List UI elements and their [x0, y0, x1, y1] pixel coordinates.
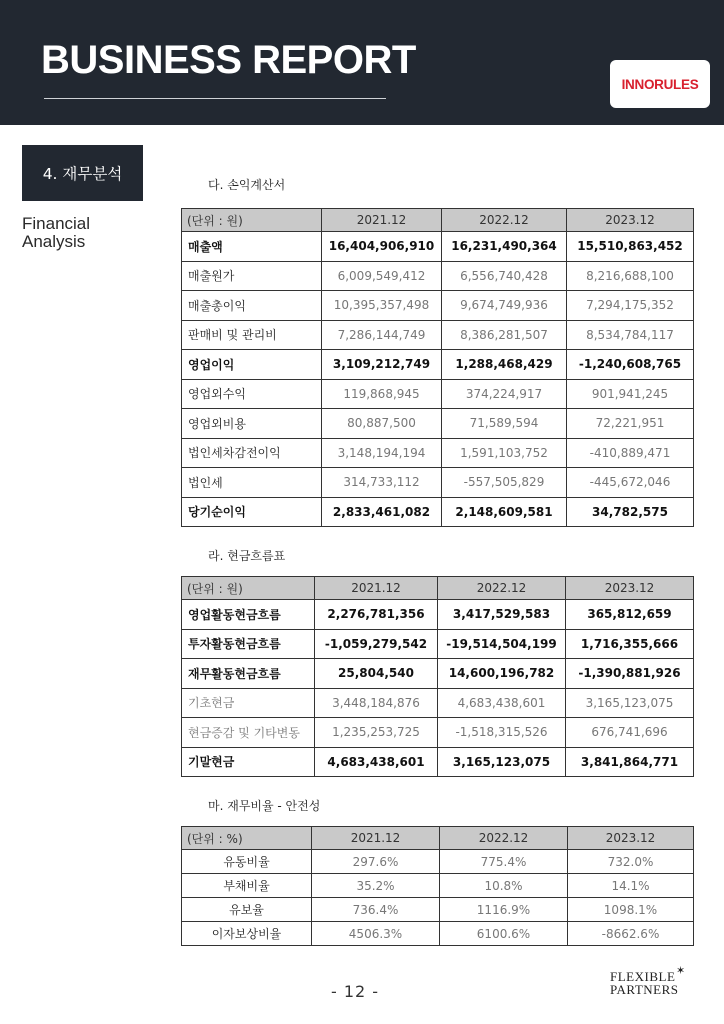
partner-logo-line2: PARTNERS [610, 982, 679, 997]
cashflow-statement-title: 라. 현금흐름표 [208, 549, 286, 563]
value-cell: 10.8% [440, 874, 568, 898]
table-row [182, 350, 694, 380]
unit-header-cell: (단위 : %) [182, 827, 312, 850]
year-header-cell: 2022.12 [440, 827, 568, 850]
value-cell: 8,386,281,507 [442, 320, 567, 350]
table-header-row [182, 209, 694, 232]
partner-logo [610, 970, 679, 996]
row-label: 기초현금 [182, 688, 315, 718]
table-row [182, 468, 694, 498]
row-label: 유보율 [182, 898, 312, 922]
row-label: 영업외비용 [182, 409, 322, 439]
value-cell: 4,683,438,601 [315, 747, 438, 777]
value-cell: 365,812,659 [566, 600, 694, 630]
value-cell: 4506.3% [312, 922, 440, 946]
financial-ratios-table [181, 826, 694, 946]
row-label: 매출총이익 [182, 291, 322, 321]
company-logo [610, 60, 710, 108]
section-subtitle-line1: Financial [22, 214, 91, 233]
value-cell: 2,148,609,581 [442, 497, 567, 527]
report-title: BUSINESS REPORT [41, 38, 416, 82]
value-cell: 4,683,438,601 [438, 688, 566, 718]
page-number: - 12 - [331, 982, 380, 1001]
income-statement-title: 다. 손익계산서 [208, 178, 286, 192]
value-cell: 15,510,863,452 [567, 232, 694, 262]
unit-header-cell: (단위 : 원) [182, 209, 322, 232]
table-row [182, 718, 694, 748]
value-cell: 8,216,688,100 [567, 261, 694, 291]
table-row [182, 850, 694, 874]
value-cell: 8,534,784,117 [567, 320, 694, 350]
income-statement-table [181, 208, 694, 527]
value-cell: -8662.6% [568, 922, 694, 946]
value-cell: 119,868,945 [322, 379, 442, 409]
value-cell: 16,404,906,910 [322, 232, 442, 262]
partner-logo-line1: FLEXIBLE [610, 969, 676, 984]
value-cell: 732.0% [568, 850, 694, 874]
value-cell: 297.6% [312, 850, 440, 874]
star-icon: ✶ [676, 964, 686, 977]
value-cell: 676,741,696 [566, 718, 694, 748]
row-label: 투자활동현금흐름 [182, 629, 315, 659]
company-logo-text: INNORULES [621, 76, 699, 92]
value-cell: 1,235,253,725 [315, 718, 438, 748]
table-row [182, 438, 694, 468]
table-row [182, 898, 694, 922]
value-cell: -445,672,046 [567, 468, 694, 498]
table-row [182, 232, 694, 262]
value-cell: 2,276,781,356 [315, 600, 438, 630]
value-cell: 3,165,123,075 [438, 747, 566, 777]
value-cell: 3,109,212,749 [322, 350, 442, 380]
table-row [182, 688, 694, 718]
row-label: 영업활동현금흐름 [182, 600, 315, 630]
row-label: 유동비율 [182, 850, 312, 874]
value-cell: 6,009,549,412 [322, 261, 442, 291]
value-cell: -1,390,881,926 [566, 659, 694, 689]
table-row [182, 600, 694, 630]
value-cell: 1098.1% [568, 898, 694, 922]
section-subtitle-line2: Analysis [22, 232, 86, 251]
value-cell: 6,556,740,428 [442, 261, 567, 291]
value-cell: 25,804,540 [315, 659, 438, 689]
value-cell: 14,600,196,782 [438, 659, 566, 689]
value-cell: 2,833,461,082 [322, 497, 442, 527]
value-cell: 3,448,184,876 [315, 688, 438, 718]
row-label: 재무활동현금흐름 [182, 659, 315, 689]
value-cell: 775.4% [440, 850, 568, 874]
table-row [182, 291, 694, 321]
value-cell: 80,887,500 [322, 409, 442, 439]
year-header-cell: 2023.12 [567, 209, 694, 232]
row-label: 판매비 및 관리비 [182, 320, 322, 350]
section-heading: 4. 재무분석 [42, 165, 123, 183]
row-label: 매출액 [182, 232, 322, 262]
value-cell: 1116.9% [440, 898, 568, 922]
row-label: 영업외수익 [182, 379, 322, 409]
value-cell: 16,231,490,364 [442, 232, 567, 262]
value-cell: 1,716,355,666 [566, 629, 694, 659]
value-cell: 7,294,175,352 [567, 291, 694, 321]
year-header-cell: 2022.12 [442, 209, 567, 232]
value-cell: 9,674,749,936 [442, 291, 567, 321]
value-cell: 901,941,245 [567, 379, 694, 409]
value-cell: -1,240,608,765 [567, 350, 694, 380]
year-header-cell: 2023.12 [566, 577, 694, 600]
table-row [182, 497, 694, 527]
row-label: 법인세차감전이익 [182, 438, 322, 468]
row-label: 영업이익 [182, 350, 322, 380]
unit-header-cell: (단위 : 원) [182, 577, 315, 600]
value-cell: 1,288,468,429 [442, 350, 567, 380]
table-row [182, 379, 694, 409]
ratios-title: 마. 재무비율 - 안전성 [208, 799, 321, 813]
value-cell: 3,165,123,075 [566, 688, 694, 718]
value-cell: 1,591,103,752 [442, 438, 567, 468]
value-cell: -1,518,315,526 [438, 718, 566, 748]
value-cell: -19,514,504,199 [438, 629, 566, 659]
row-label: 법인세 [182, 468, 322, 498]
section-subtitle [22, 215, 132, 251]
year-header-cell: 2023.12 [568, 827, 694, 850]
value-cell: 72,221,951 [567, 409, 694, 439]
table-row [182, 922, 694, 946]
value-cell: 14.1% [568, 874, 694, 898]
year-header-cell: 2021.12 [315, 577, 438, 600]
cashflow-statement-table [181, 576, 694, 777]
value-cell: 314,733,112 [322, 468, 442, 498]
table-row [182, 747, 694, 777]
value-cell: 10,395,357,498 [322, 291, 442, 321]
table-row [182, 874, 694, 898]
year-header-cell: 2021.12 [322, 209, 442, 232]
value-cell: -557,505,829 [442, 468, 567, 498]
year-header-cell: 2021.12 [312, 827, 440, 850]
table-header-row [182, 577, 694, 600]
value-cell: 35.2% [312, 874, 440, 898]
row-label: 부채비율 [182, 874, 312, 898]
value-cell: 374,224,917 [442, 379, 567, 409]
section-heading-box [22, 145, 143, 201]
table-row [182, 409, 694, 439]
report-header [0, 0, 724, 125]
value-cell: 3,841,864,771 [566, 747, 694, 777]
row-label: 이자보상비율 [182, 922, 312, 946]
value-cell: -1,059,279,542 [315, 629, 438, 659]
value-cell: 71,589,594 [442, 409, 567, 439]
value-cell: 3,417,529,583 [438, 600, 566, 630]
value-cell: 7,286,144,749 [322, 320, 442, 350]
table-row [182, 261, 694, 291]
table-row [182, 629, 694, 659]
title-underline [44, 98, 386, 99]
table-row [182, 659, 694, 689]
value-cell: -410,889,471 [567, 438, 694, 468]
year-header-cell: 2022.12 [438, 577, 566, 600]
row-label: 당기순이익 [182, 497, 322, 527]
table-header-row [182, 827, 694, 850]
row-label: 현금증감 및 기타변동 [182, 718, 315, 748]
row-label: 기말현금 [182, 747, 315, 777]
value-cell: 3,148,194,194 [322, 438, 442, 468]
value-cell: 736.4% [312, 898, 440, 922]
row-label: 매출원가 [182, 261, 322, 291]
value-cell: 6100.6% [440, 922, 568, 946]
table-row [182, 320, 694, 350]
value-cell: 34,782,575 [567, 497, 694, 527]
